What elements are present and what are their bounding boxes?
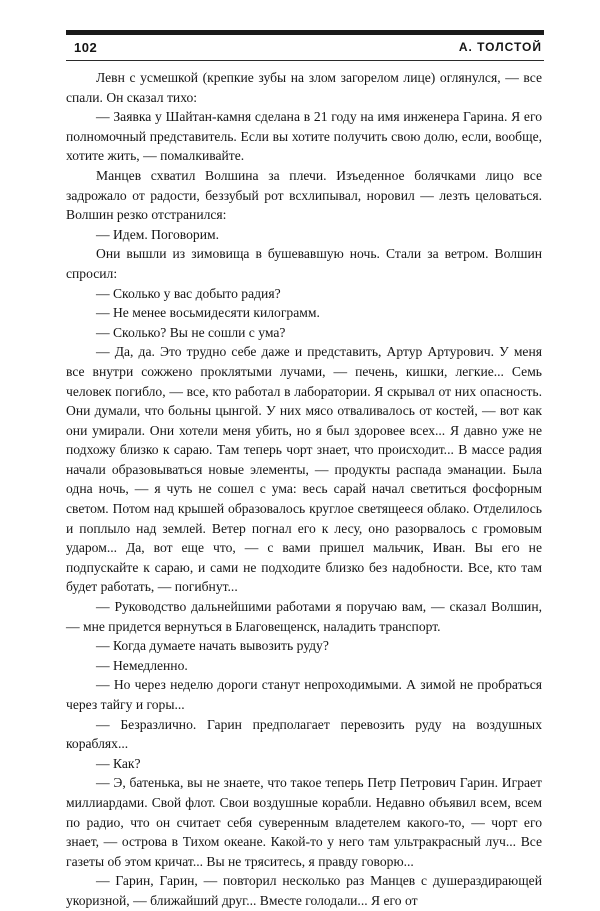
paragraph: — Безразлично. Гарин предполагает перевозить руду на воздушных кораблях... bbox=[66, 716, 542, 752]
paragraph: — Э, батенька, вы не знаете, что такое теперь Петр Петрович Гарин. Играет миллиардами. Свой флот. Свои воздушные корабли. Недавно объявил всем, всем по радио, что он считает себя суверенным владетелем какого-то, — чорт его знает, — острова в Тихом океане. Какой-то у него там ультракрасный луч... Все газеты об этом кричат... Вы не тряситесь, я правду говорю... bbox=[66, 775, 542, 869]
paragraph: — Но через неделю дороги станут непроходимыми. А зимой не пробраться через тайгу и горы... bbox=[66, 677, 542, 712]
paragraph: — Гарин, Гарин, — повторил несколько раз Манцев с душераздирающей укоризной, — ближайший друг... Вместе голодали... Я его от bbox=[66, 873, 542, 908]
paragraph: — Когда думаете начать вывозить руду? bbox=[96, 638, 329, 654]
paragraph: — Сколько у вас добыто радия? bbox=[96, 285, 281, 301]
paragraph: — Сколько? Вы не сошли с ума? bbox=[96, 324, 286, 340]
paragraph: — Заявка у Шайтан-камня сделана в 21 году на имя инженера Гарина. Я его полномочный представитель. Если вы хотите получить свою долю, если, вообще, хотите жить, — помалкивайте. bbox=[66, 109, 542, 164]
paragraph: Они вышли из зимовища в бушевавшую ночь. Стали за ветром. Волшин спросил: bbox=[66, 246, 542, 281]
paragraph: — Идем. Поговорим. bbox=[96, 226, 220, 242]
page-number: 102 bbox=[74, 40, 98, 55]
top-rule bbox=[66, 30, 544, 35]
header-rule bbox=[66, 60, 544, 61]
body-text bbox=[66, 68, 542, 911]
paragraph: Левн с усмешкой (крепкие зубы на злом загорелом лице) оглянулся, — все спали. Он сказал тихо: bbox=[66, 70, 542, 105]
running-title: А. ТОЛСТОЙ bbox=[458, 40, 542, 54]
paragraph: — Как? bbox=[96, 755, 141, 771]
paragraph: — Да, да. Это трудно себе даже и представить, Артур Артурович. У меня все внутри сожжено проклятыми лучами, — печень, кишки, легкие... Семь человек погибло, — все, кто работал в лаборатории. Я скрывал от них опасность. Они думали, что больны цынгой. У них мясо отваливалось от костей, — вот как они умирали. Они хотели меня убить, но я был здоровее всех... Я давно уже не подхожу близко к сараю. Там теперь чорт знает, что происходит... В массе радия начали образовываться новые элементы, — продукты распада эманации. Была одна ночь, — я чуть не сошел с ума: весь сарай начал светиться фосфорным светом. Потом над крышей образовалось круглое светящееся облако. Отделилось и поплыло над землей. Ветер погнал его к лесу, оно разорвалось с громовым ударом... Да, вот еще что, — с вами пришел мальчик, Иван. Вы его не подпускайте к сараю, и сами не подходите близко без надобности. Все, кто там будет работать, — погибнут... bbox=[66, 344, 542, 595]
paragraph: Манцев схватил Волшина за плечи. Изъеденное болячками лицо все задрожало от радости, беззубый рот всхлипывал, норовил — лезть целоваться. Волшин резко отстранился: bbox=[66, 167, 542, 223]
paragraph: — Не менее восьмидесяти килограмм. bbox=[96, 305, 320, 321]
paragraph: — Руководство дальнейшими работами я поручаю вам, — сказал Волшин, — мне придется вернуться в Благовещенск, наладить транспорт. bbox=[66, 599, 542, 634]
paragraph: — Немедленно. bbox=[96, 657, 188, 673]
